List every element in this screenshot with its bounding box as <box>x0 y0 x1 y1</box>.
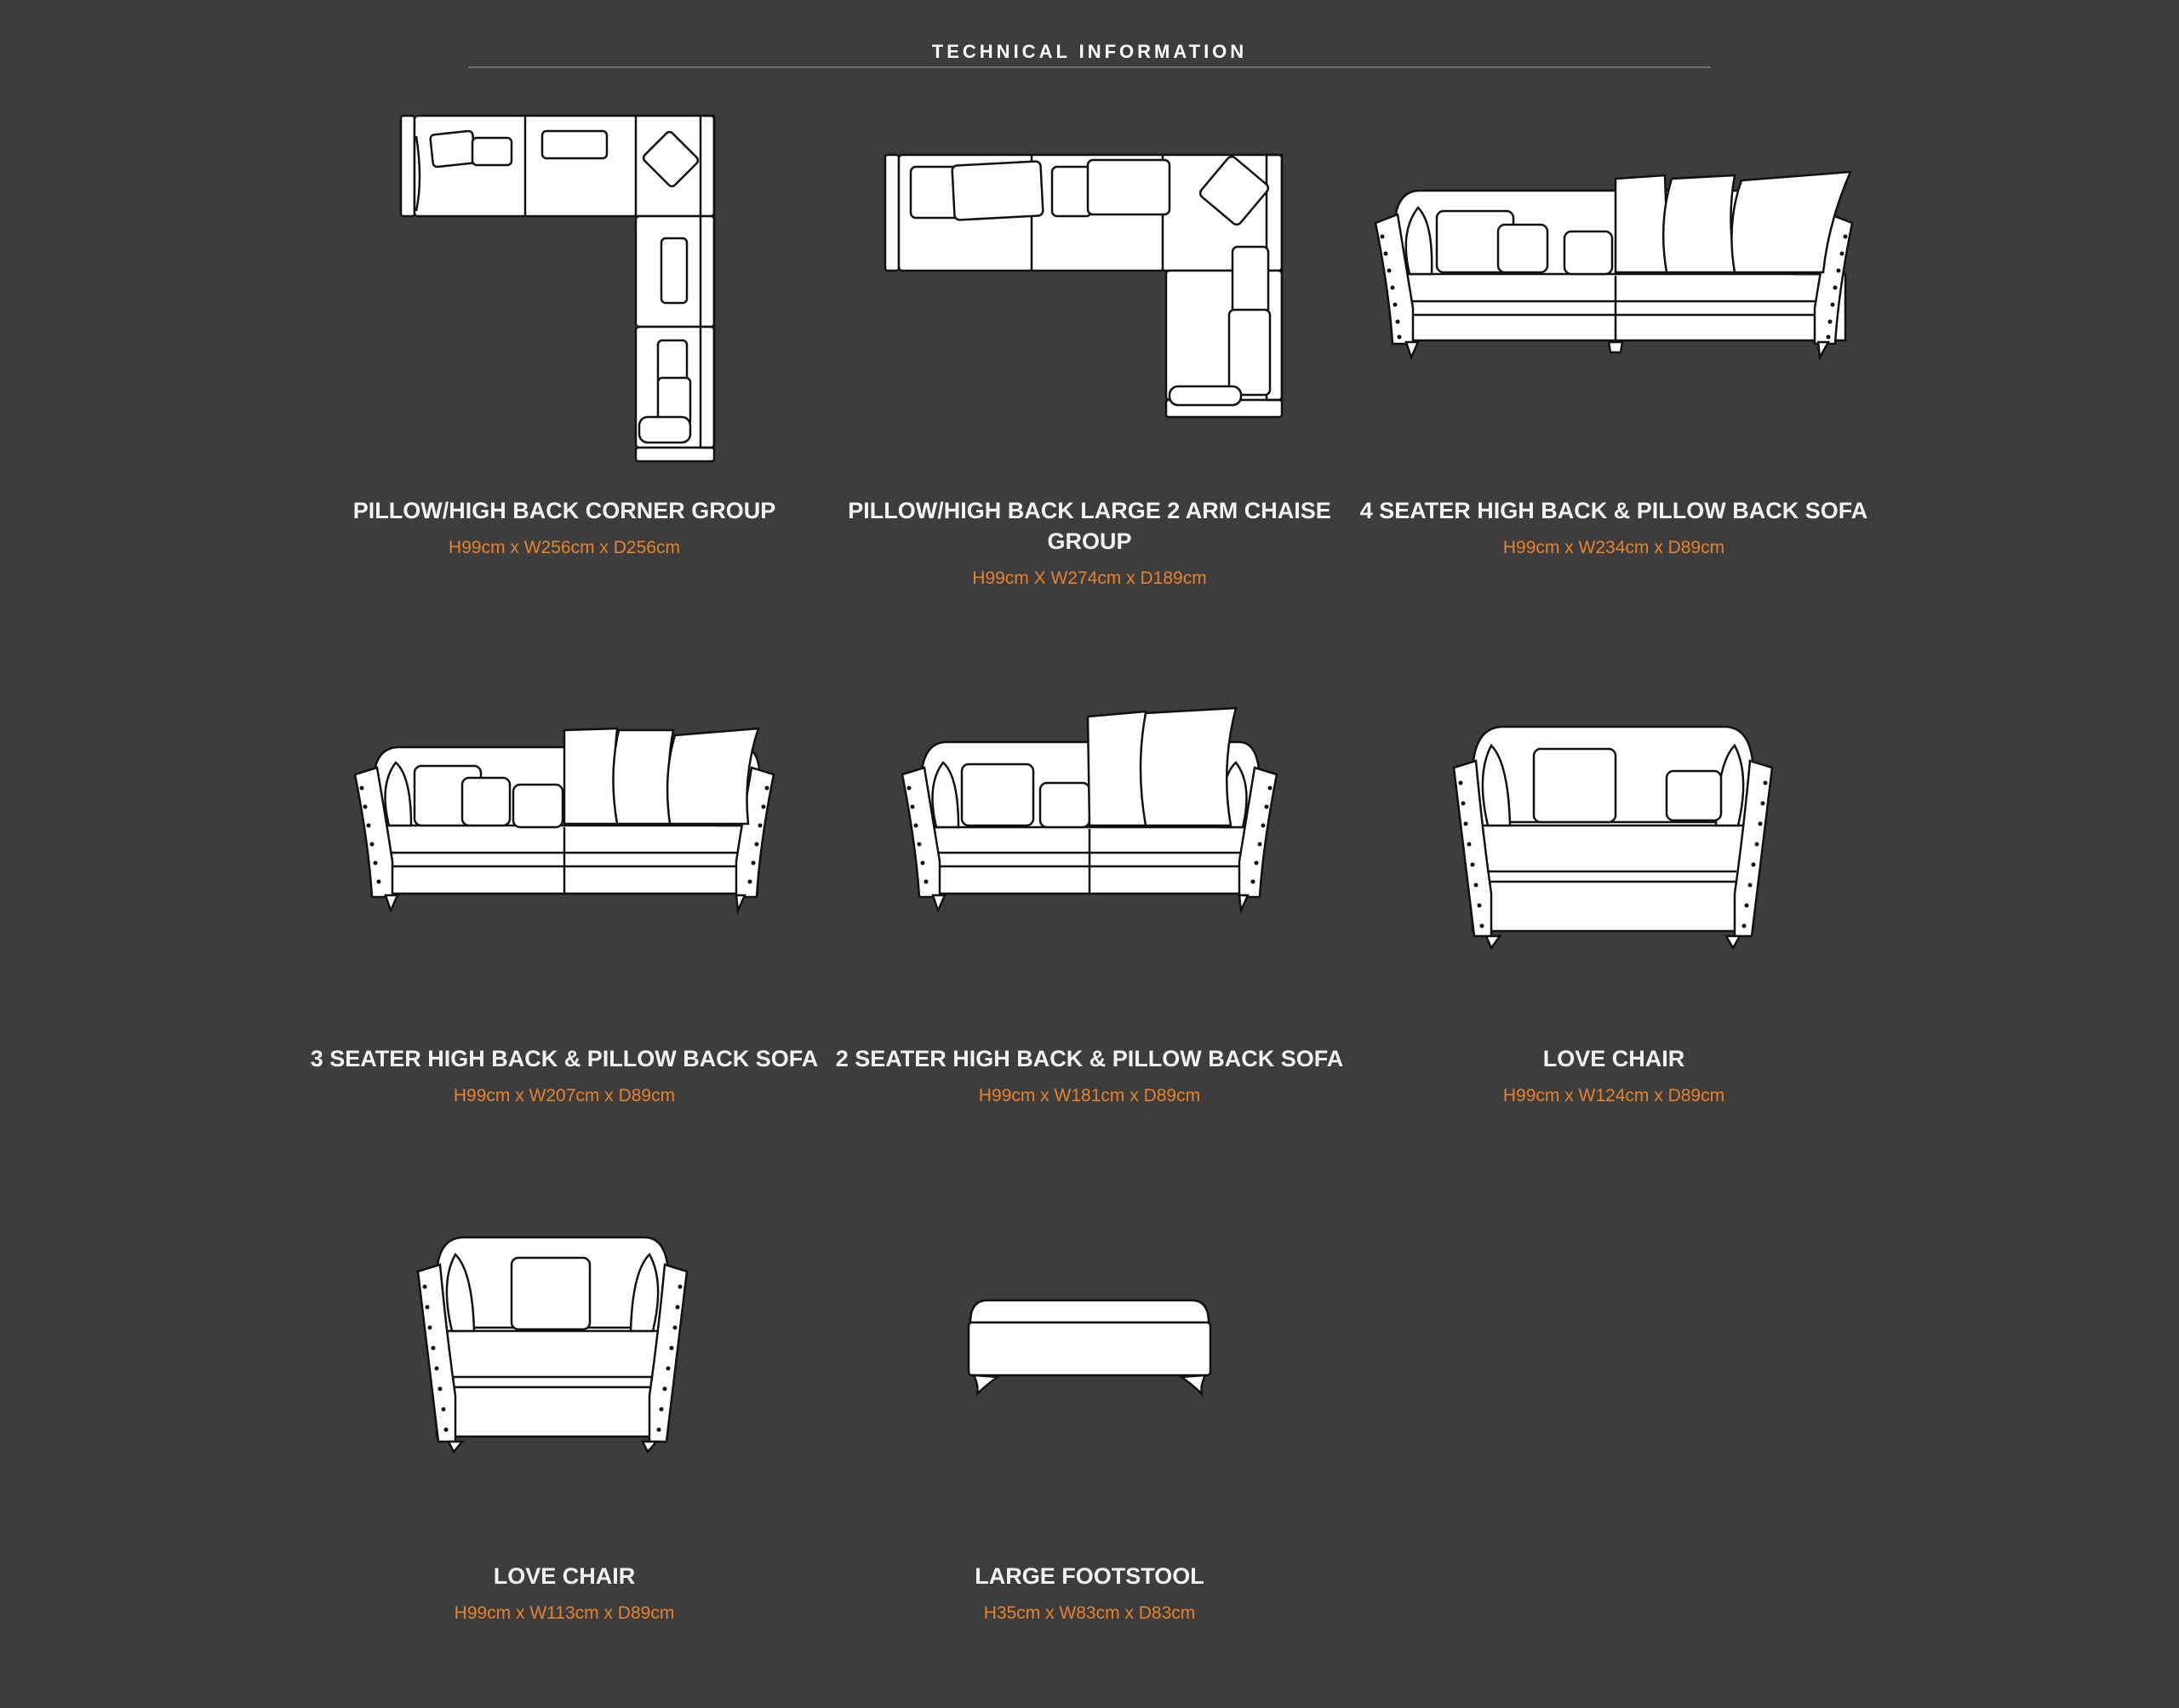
product-dimensions: H99cm X W274cm x D189cm <box>972 568 1207 588</box>
product-card-corner-group[interactable] <box>309 111 820 579</box>
product-card-love-chair-wide[interactable] <box>1358 681 1869 1115</box>
product-dimensions: H99cm x W234cm x D89cm <box>1502 538 1725 557</box>
product-card-four-seater[interactable] <box>1358 111 1869 579</box>
product-name: LOVE CHAIR <box>493 1563 636 1589</box>
product-card-chaise-group[interactable] <box>834 111 1345 613</box>
section-title: TECHNICAL INFORMATION <box>931 41 1248 62</box>
chair-icon <box>416 1234 689 1450</box>
product-name: 2 SEATER HIGH BACK & PILLOW BACK SOFA <box>835 1046 1344 1071</box>
title-divider <box>468 66 1711 68</box>
product-card-two-seater[interactable] <box>834 681 1345 1115</box>
product-name: LARGE FOOTSTOOL <box>975 1563 1204 1589</box>
product-name: LOVE CHAIR <box>1542 1046 1685 1071</box>
love-chair-icon <box>1452 723 1776 950</box>
product-dimensions: H35cm x W83cm x D83cm <box>983 1603 1196 1623</box>
product-dimensions: H99cm x W124cm x D89cm <box>1502 1086 1725 1105</box>
product-dimensions: H99cm x W113cm x D89cm <box>454 1603 675 1623</box>
chaise-group-icon <box>885 151 1290 424</box>
two-seater-sofa-icon <box>899 708 1280 912</box>
four-seater-sofa-icon <box>1369 172 1859 359</box>
product-name: PILLOW/HIGH BACK CORNER GROUP <box>352 498 776 523</box>
product-name: 4 SEATER HIGH BACK & PILLOW BACK SOFA <box>1359 498 1868 523</box>
footstool-icon <box>967 1297 1212 1396</box>
product-card-footstool[interactable] <box>834 1191 1345 1634</box>
product-card-three-seater[interactable] <box>309 681 820 1115</box>
product-dimensions: H99cm x W256cm x D256cm <box>449 538 680 557</box>
product-name: PILLOW/HIGH BACK LARGE 2 ARM CHAISE GROUP <box>848 498 1331 554</box>
product-name: 3 SEATER HIGH BACK & PILLOW BACK SOFA <box>310 1046 819 1071</box>
three-seater-sofa-icon <box>352 723 777 912</box>
product-dimensions: H99cm x W207cm x D89cm <box>453 1086 676 1105</box>
product-card-love-chair[interactable] <box>309 1191 820 1634</box>
corner-group-icon <box>397 111 741 460</box>
product-dimensions: H99cm x W181cm x D89cm <box>978 1086 1201 1105</box>
